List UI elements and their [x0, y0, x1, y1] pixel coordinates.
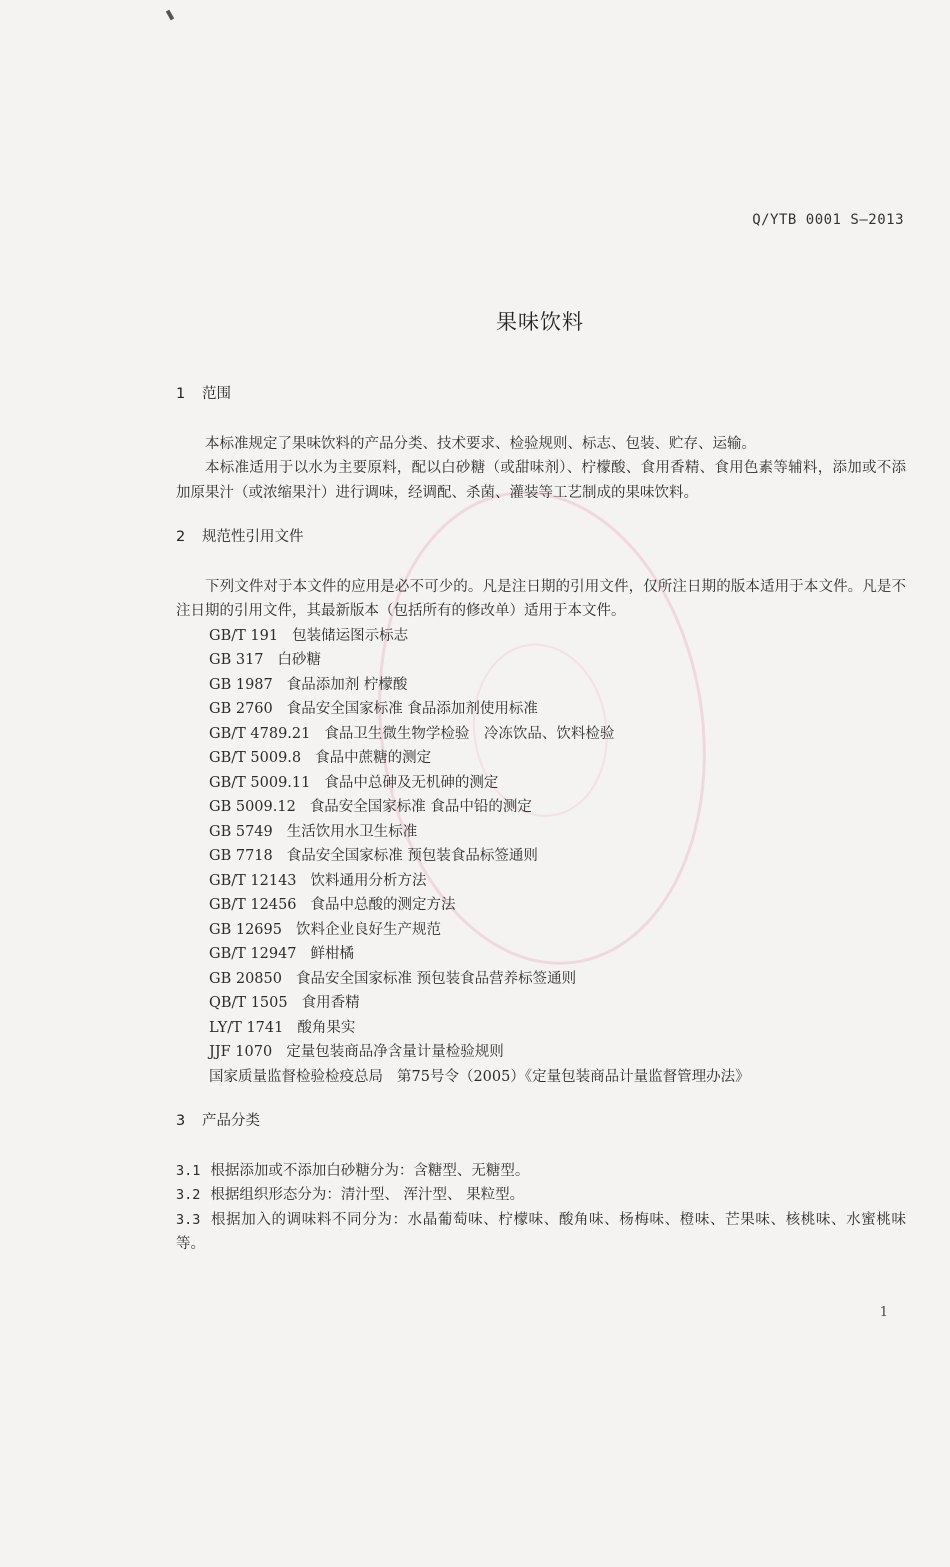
reference-item: GB/T 12456 食品中总酸的测定方法	[209, 897, 456, 913]
reference-item: GB/T 12143 饮料通用分析方法	[209, 872, 427, 889]
reference-item: GB 5009.12 食品安全国家标准 食品中铅的测定	[209, 799, 532, 815]
section-heading-normative-references: 2 规范性引用文件	[176, 529, 304, 545]
reference-item: GB/T 4789.21 食品卫生微生物学检验 冷冻饮品、饮料检验	[209, 725, 615, 742]
scan-speck	[166, 10, 174, 21]
reference-item: QB/T 1505 食用香精	[209, 995, 360, 1011]
section-heading-product-classification: 3 产品分类	[176, 1113, 260, 1129]
reference-item: GB/T 5009.11 食品中总砷及无机砷的测定	[209, 774, 499, 791]
reference-list	[176, 624, 906, 1090]
clause: 3.3 根据加入的调味料不同分为：水晶葡萄味、柠檬味、酸角味、杨梅味、橙味、芒果味、核桃味、水蜜桃味等。	[176, 1211, 906, 1252]
document-title: 果味饮料	[496, 310, 584, 334]
page-number: 1	[879, 1305, 888, 1320]
reference-item: GB 20850 食品安全国家标准 预包装食品营养标签通则	[209, 970, 577, 987]
reference-item: GB/T 5009.8 食品中蔗糖的测定	[209, 750, 432, 766]
reference-item: GB 317 白砂糖	[209, 652, 322, 668]
reference-item: 国家质量监督检验检疫总局 第75号令（2005）《定量包装商品计量监督管理办法》	[209, 1068, 750, 1085]
reference-item: GB 2760 食品安全国家标准 食品添加剂使用标准	[209, 701, 538, 717]
reference-item: GB 1987 食品添加剂 柠檬酸	[209, 676, 408, 693]
reference-item: GB/T 191 包装储运图示标志	[209, 627, 409, 644]
reference-item: GB/T 12947 鲜柑橘	[209, 946, 355, 962]
reference-item: LY/T 1741 酸角果实	[209, 1019, 356, 1036]
clause: 3.1 根据添加或不添加白砂糖分为：含糖型、无糖型。	[176, 1162, 530, 1179]
document-code: Q/YTB 0001 S—2013	[752, 212, 904, 228]
paragraph: 下列文件对于本文件的应用是必不可少的。凡是注日期的引用文件，仅所注日期的版本适用于本文件。凡是不注日期的引用文件，其最新版本（包括所有的修改单）适用于本文件。	[176, 578, 906, 619]
reference-item: GB 12695 饮料企业良好生产规范	[209, 921, 441, 938]
reference-item: GB 5749 生活饮用水卫生标准	[209, 823, 418, 840]
paragraph: 本标准规定了果味饮料的产品分类、技术要求、检验规则、标志、包装、贮存、运输。	[205, 435, 756, 452]
reference-item: GB 7718 食品安全国家标准 预包装食品标签通则	[209, 848, 538, 864]
paragraph: 本标准适用于以水为主要原料，配以白砂糖（或甜味剂）、柠檬酸、食用香精、食用色素等辅料，添加或不添加原果汁（或浓缩果汁）进行调味，经调配、杀菌、灌装等工艺制成的果味饮料。	[176, 460, 906, 501]
section-heading-scope: 1 范围	[176, 386, 231, 402]
reference-item: JJF 1070 定量包装商品净含量计量检验规则	[209, 1044, 504, 1060]
document-body	[176, 382, 906, 1257]
clause: 3.2 根据组织形态分为：清汁型、 浑汁型、 果粒型。	[176, 1187, 525, 1203]
